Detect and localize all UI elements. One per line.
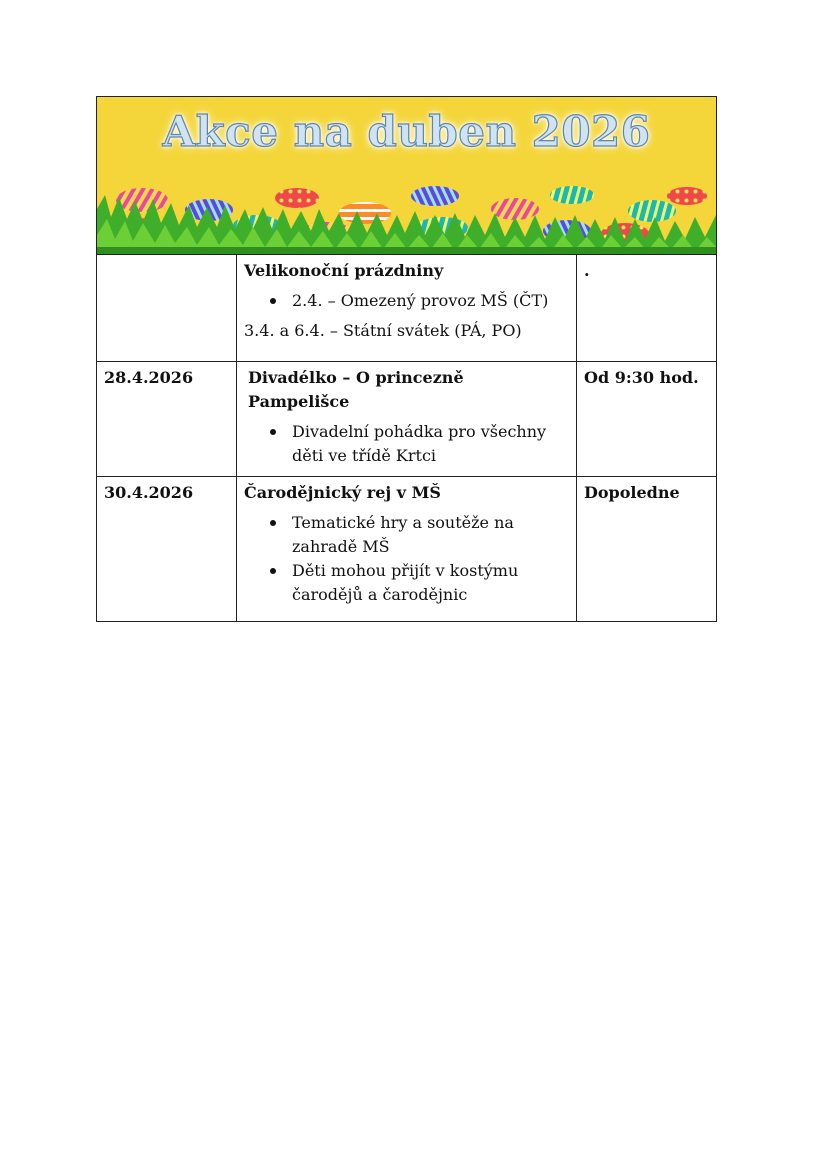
- list-item: 2.4. – Omezený provoz MŠ (ČT): [244, 289, 569, 313]
- events-table: [97, 255, 716, 621]
- list-item: Děti mohou přijít v kostýmu čarodějů a čarodějnic: [244, 559, 569, 607]
- event-details: [237, 255, 577, 361]
- table-row: [97, 255, 716, 361]
- event-title: Divadélko – O princezně Pampelišce: [248, 367, 464, 411]
- event-bullets: [244, 420, 569, 468]
- banner-title: Akce na duben 2026: [162, 107, 651, 156]
- event-title: Čarodějnický rej v MŠ: [244, 482, 441, 502]
- event-details: [237, 361, 577, 476]
- table-row: [97, 361, 716, 476]
- event-time: Od 9:30 hod.: [577, 361, 717, 476]
- event-note: 3.4. a 6.4. – Státní svátek (PÁ, PO): [244, 321, 522, 340]
- event-time: Dopoledne: [577, 476, 717, 621]
- event-details: [237, 476, 577, 621]
- event-title: Velikonoční prázdniny: [244, 261, 444, 280]
- event-date: 30.4.2026: [97, 476, 237, 621]
- event-date: 28.4.2026: [97, 361, 237, 476]
- easter-banner: [97, 97, 716, 255]
- event-date: [97, 255, 237, 361]
- events-document: [96, 96, 717, 622]
- event-bullets: [244, 289, 569, 313]
- list-item: Tematické hry a soutěže na zahradě MŠ: [244, 511, 569, 559]
- table-row: [97, 476, 716, 621]
- list-item: Divadelní pohádka pro všechny děti ve třídě Krtci: [244, 420, 569, 468]
- event-bullets: [244, 511, 569, 607]
- event-time: .: [577, 255, 717, 361]
